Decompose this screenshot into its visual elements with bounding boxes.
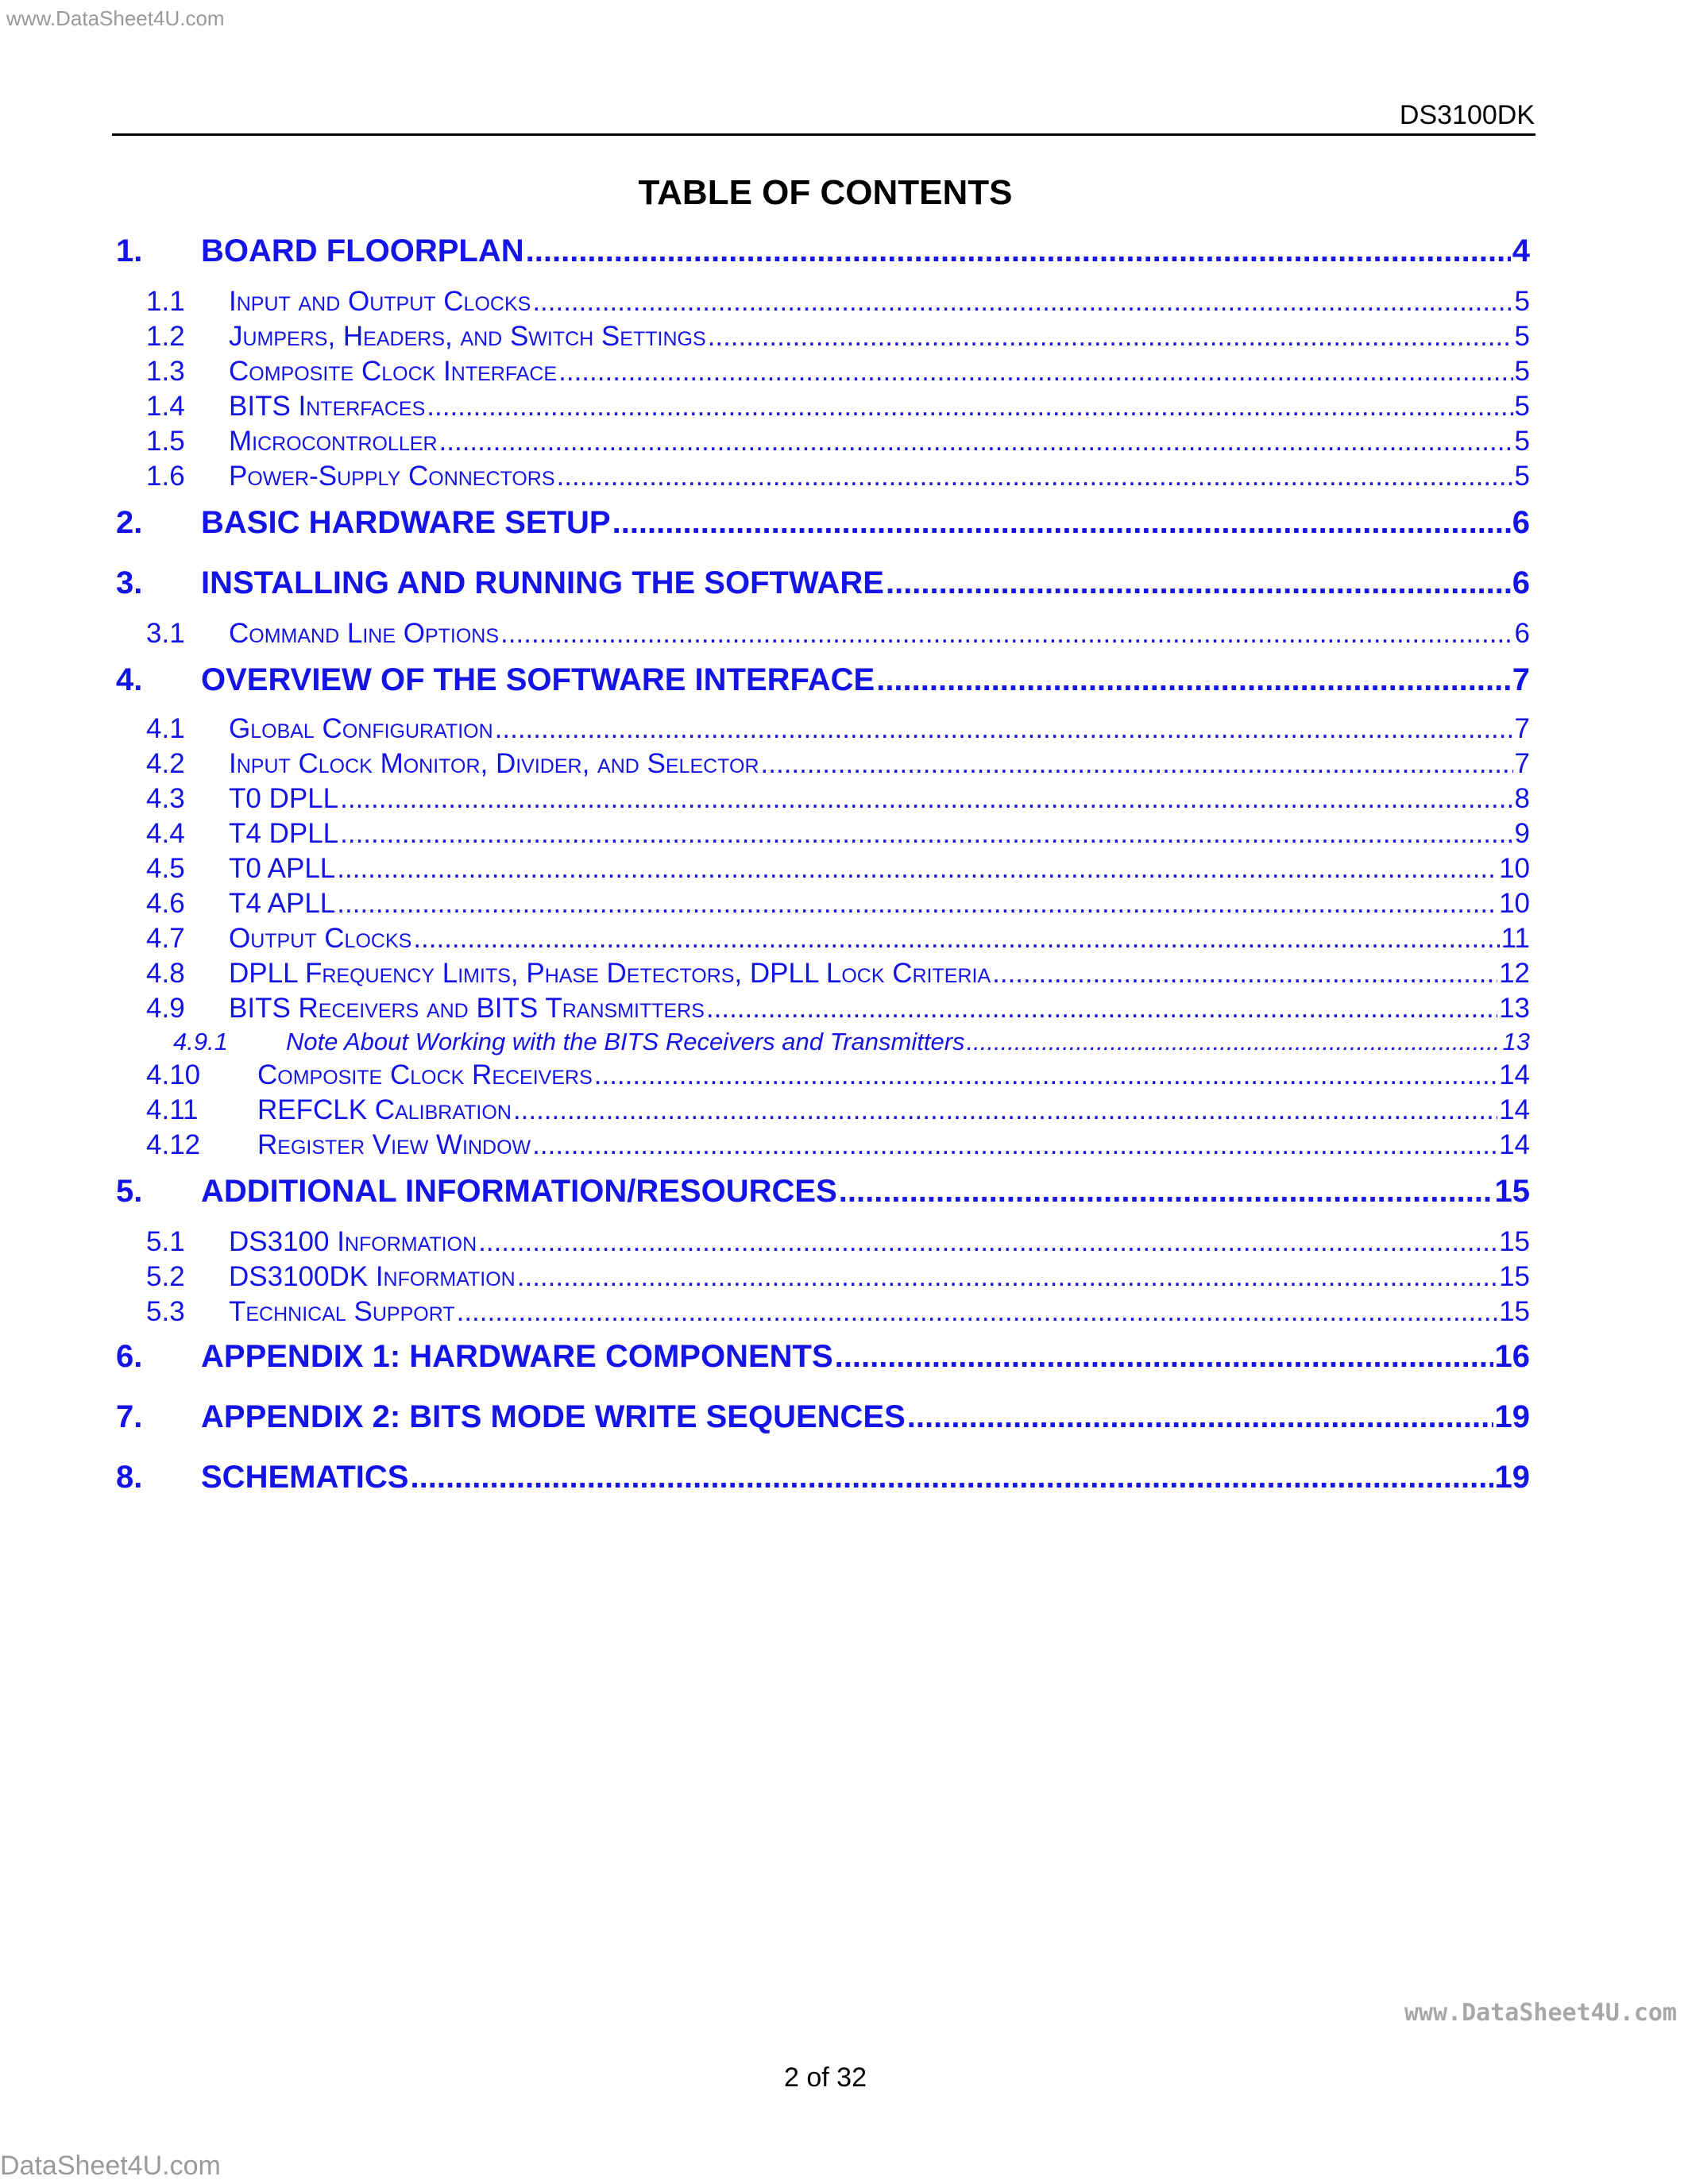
toc-entry-4-10[interactable] — [116, 1059, 1530, 1091]
toc-entry-page: 5 — [1514, 286, 1530, 317]
watermark-right: www.DataSheet4U.com — [1404, 1999, 1677, 2027]
toc-entry-page: 5 — [1514, 356, 1530, 387]
toc-entry-number: 3.1 — [146, 618, 185, 649]
toc-entry-label: BOARD FLOORPLAN — [201, 233, 524, 268]
toc-entry-page: 5 — [1514, 321, 1530, 352]
toc-entry-number: 1.2 — [146, 321, 185, 352]
toc-dot-leader — [708, 321, 1513, 353]
toc-dot-leader — [558, 356, 1512, 388]
toc-entry-label: SCHEMATICS — [201, 1460, 409, 1495]
toc-dot-leader — [340, 783, 1512, 815]
toc-entry-number: 1.3 — [146, 356, 185, 387]
toc-entry-1-3[interactable] — [116, 356, 1530, 388]
watermark-top: www.DataSheet4U.com — [6, 6, 225, 30]
toc-entry-label: APPENDIX 1: HARDWARE COMPONENTS — [201, 1339, 833, 1374]
toc-entry-page: 15 — [1499, 1296, 1530, 1327]
toc-dot-leader — [413, 923, 1499, 955]
toc-dot-leader — [427, 391, 1512, 423]
toc-entry-number: 4. — [116, 662, 143, 697]
toc-entry-page: 19 — [1494, 1399, 1530, 1434]
toc-entry-label: APPENDIX 2: BITS MODE WRITE SEQUENCES — [201, 1399, 906, 1434]
toc-entry-page: 9 — [1514, 818, 1530, 849]
toc-entry-number: 1.1 — [146, 286, 185, 317]
toc-dot-leader — [761, 748, 1513, 780]
toc-entry-5-3[interactable] — [116, 1296, 1530, 1328]
toc-dot-leader — [839, 1174, 1493, 1210]
toc-entry-5-1[interactable] — [116, 1226, 1530, 1258]
toc-entry-number: 6. — [116, 1339, 143, 1374]
toc-entry-label: T4 DPLL — [229, 818, 339, 849]
toc-dot-leader — [557, 461, 1513, 492]
toc-entry-label: DPLL Frequency Limits, Phase Detectors, DPLL Lock Criteria — [229, 958, 991, 989]
toc-entry-label: Input and Output Clocks — [229, 286, 531, 317]
toc-entry-4-4[interactable] — [116, 818, 1530, 850]
toc-entry-7[interactable] — [116, 1399, 1530, 1435]
toc-title: TABLE OF CONTENTS — [638, 173, 1013, 212]
toc-entry-page: 10 — [1499, 888, 1530, 919]
toc-dot-leader — [967, 1028, 1501, 1056]
toc-entry-4-3[interactable] — [116, 783, 1530, 815]
toc-entry-page: 6 — [1512, 505, 1530, 540]
toc-entry-number: 4.2 — [146, 748, 185, 779]
toc-entry-label: BASIC HARDWARE SETUP — [201, 505, 611, 540]
toc-entry-page: 15 — [1494, 1174, 1530, 1209]
toc-entry-label: Composite Clock Interface — [229, 356, 558, 387]
toc-dot-leader — [513, 1094, 1497, 1126]
toc-entry-2[interactable] — [116, 505, 1530, 541]
toc-entry-label: Output Clocks — [229, 923, 412, 954]
toc-entry-4-1[interactable] — [116, 713, 1530, 745]
toc-entry-number: 4.3 — [146, 783, 185, 814]
toc-entry-page: 4 — [1512, 233, 1530, 268]
toc-entry-8[interactable] — [116, 1460, 1530, 1495]
toc-dot-leader — [478, 1226, 1497, 1258]
toc-dot-leader — [907, 1399, 1493, 1435]
toc-entry-label: T4 APLL — [229, 888, 336, 919]
toc-entry-label: Command Line Options — [229, 618, 500, 649]
toc-entry-4-12[interactable] — [116, 1129, 1530, 1161]
toc-entry-number: 7. — [116, 1399, 143, 1434]
toc-dot-leader — [337, 853, 1497, 885]
toc-entry-label: Power-Supply Connectors — [229, 461, 555, 492]
toc-entry-label: Microcontroller — [229, 426, 438, 457]
toc-entry-1-4[interactable] — [116, 391, 1530, 423]
toc-entry-number: 1.5 — [146, 426, 185, 457]
toc-entry-4-8[interactable] — [116, 958, 1530, 990]
toc-dot-leader — [495, 713, 1513, 745]
toc-entry-page: 10 — [1499, 853, 1530, 884]
toc-entry-label: Jumpers, Headers, and Switch Settings — [229, 321, 706, 352]
toc-entry-1-5[interactable] — [116, 426, 1530, 457]
toc-dot-leader — [457, 1296, 1497, 1328]
toc-entry-number: 1. — [116, 233, 143, 268]
toc-entry-label: Register View Window — [257, 1129, 531, 1160]
toc-entry-page: 5 — [1514, 426, 1530, 457]
toc-entry-label: T0 DPLL — [229, 783, 339, 814]
toc-entry-page: 15 — [1499, 1261, 1530, 1292]
toc-entry-page: 13 — [1502, 1028, 1530, 1055]
toc-entry-number: 4.5 — [146, 853, 185, 884]
header-rule — [112, 133, 1535, 136]
toc-entry-label: DS3100DK Information — [229, 1261, 516, 1292]
toc-entry-4-7[interactable] — [116, 923, 1530, 955]
toc-entry-label: Technical Support — [229, 1296, 455, 1327]
toc-entry-4-2[interactable] — [116, 748, 1530, 780]
toc-entry-page: 7 — [1514, 748, 1530, 779]
toc-entry-page: 15 — [1499, 1226, 1530, 1257]
toc-entry-4-9[interactable] — [116, 993, 1530, 1024]
toc-entry-label: REFCLK Calibration — [257, 1094, 512, 1125]
toc-entry-page: 8 — [1514, 783, 1530, 814]
toc-entry-number: 5.3 — [146, 1296, 185, 1327]
toc-entry-label: DS3100 Information — [229, 1226, 477, 1257]
toc-entry-number: 4.11 — [146, 1094, 199, 1125]
toc-entry-number: 4.8 — [146, 958, 185, 989]
toc-entry-page: 11 — [1501, 923, 1530, 954]
toc-entry-label: BITS Receivers and BITS Transmitters — [229, 993, 705, 1024]
toc-entry-number: 1.4 — [146, 391, 185, 422]
toc-dot-leader — [500, 618, 1512, 650]
toc-entry-number: 4.9 — [146, 993, 185, 1024]
toc-entry-page: 19 — [1494, 1460, 1530, 1495]
toc-entry-page: 12 — [1499, 958, 1530, 989]
page-number: 2 of 32 — [784, 2062, 867, 2093]
toc-entry-number: 4.10 — [146, 1059, 201, 1090]
toc-entry-label: Input Clock Monitor, Divider, and Selector — [229, 748, 759, 779]
toc-dot-leader — [439, 426, 1513, 457]
toc-entry-label: Composite Clock Receivers — [257, 1059, 593, 1090]
toc-dot-leader — [526, 233, 1511, 269]
toc-entry-number: 4.12 — [146, 1129, 201, 1160]
toc-entry-page: 14 — [1499, 1094, 1530, 1125]
toc-entry-4-11[interactable] — [116, 1094, 1530, 1126]
toc-entry-number: 2. — [116, 505, 143, 540]
toc-entry-1-1[interactable] — [116, 286, 1530, 318]
toc-entry-number: 1.6 — [146, 461, 185, 492]
toc-entry-page: 14 — [1499, 1129, 1530, 1160]
toc-entry-1-6[interactable] — [116, 461, 1530, 492]
toc-dot-leader — [876, 662, 1511, 698]
toc-entry-number: 5. — [116, 1174, 143, 1209]
toc-entry-5-2[interactable] — [116, 1261, 1530, 1293]
toc-entry-page: 5 — [1514, 391, 1530, 422]
toc-entry-number: 4.1 — [146, 713, 185, 744]
toc-dot-leader — [340, 818, 1512, 850]
toc-entry-number: 5.2 — [146, 1261, 185, 1292]
toc-dot-leader — [517, 1261, 1497, 1293]
toc-entry-number: 4.9.1 — [173, 1028, 228, 1055]
toc-entry-page: 6 — [1514, 618, 1530, 649]
toc-dot-leader — [410, 1460, 1493, 1495]
toc-entry-label: Global Configuration — [229, 713, 493, 744]
toc-entry-number: 4.7 — [146, 923, 185, 954]
toc-entry-3-1[interactable] — [116, 618, 1530, 650]
toc-entry-label: T0 APLL — [229, 853, 336, 884]
document-id: DS3100DK — [1399, 100, 1535, 130]
toc-entry-5[interactable] — [116, 1174, 1530, 1210]
toc-entry-number: 5.1 — [146, 1226, 185, 1257]
toc-entry-label: BITS Interfaces — [229, 391, 426, 422]
toc-dot-leader — [886, 565, 1511, 601]
toc-entry-label: OVERVIEW OF THE SOFTWARE INTERFACE — [201, 662, 875, 697]
toc-dot-leader — [594, 1059, 1497, 1091]
toc-entry-page: 5 — [1514, 461, 1530, 492]
toc-entry-page: 6 — [1512, 565, 1530, 600]
toc-dot-leader — [612, 505, 1511, 541]
toc-entry-page: 16 — [1494, 1339, 1530, 1374]
toc-dot-leader — [706, 993, 1497, 1024]
toc-entry-4[interactable] — [116, 662, 1530, 698]
toc-entry-3[interactable] — [116, 565, 1530, 601]
toc-entry-4-5[interactable] — [116, 853, 1530, 885]
toc-entry-label: ADDITIONAL INFORMATION/RESOURCES — [201, 1174, 837, 1209]
toc-entry-number: 3. — [116, 565, 143, 600]
toc-entry-4-9-1[interactable] — [116, 1028, 1530, 1056]
toc-entry-number: 4.6 — [146, 888, 185, 919]
toc-dot-leader — [532, 286, 1512, 318]
watermark-bottom: DataSheet4U.com — [0, 2151, 221, 2181]
toc-entry-page: 7 — [1514, 713, 1530, 744]
toc-dot-leader — [532, 1129, 1497, 1161]
toc-entry-4-6[interactable] — [116, 888, 1530, 920]
toc-entry-page: 13 — [1499, 993, 1530, 1024]
toc-entry-label: Note About Working with the BITS Receivers and Transmitters — [286, 1028, 965, 1055]
toc-entry-1-2[interactable] — [116, 321, 1530, 353]
toc-entry-label: INSTALLING AND RUNNING THE SOFTWARE — [201, 565, 884, 600]
toc-dot-leader — [992, 958, 1497, 990]
toc-entry-page: 7 — [1512, 662, 1530, 697]
toc-entry-number: 8. — [116, 1460, 143, 1495]
toc-entry-number: 4.4 — [146, 818, 185, 849]
toc-entry-page: 14 — [1499, 1059, 1530, 1090]
toc-dot-leader — [835, 1339, 1493, 1375]
toc-dot-leader — [337, 888, 1497, 920]
toc-entry-6[interactable] — [116, 1339, 1530, 1375]
toc-entry-1[interactable] — [116, 233, 1530, 269]
